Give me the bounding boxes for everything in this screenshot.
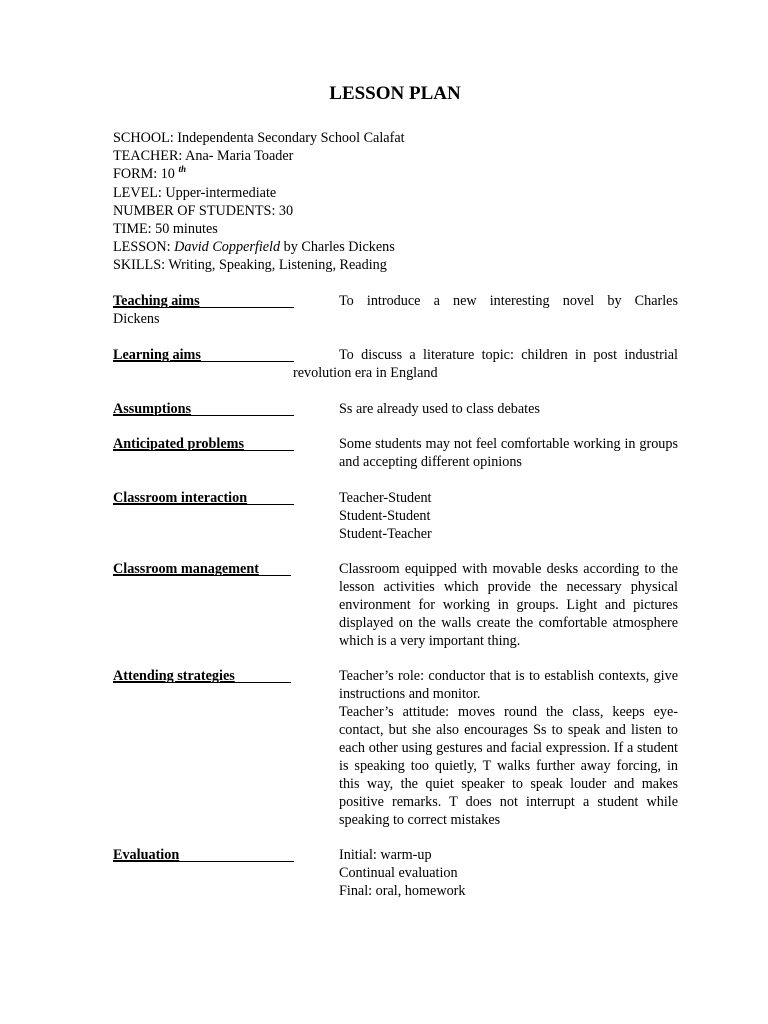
page-title: LESSON PLAN: [329, 83, 461, 104]
teaching-aims-label: Teaching aims: [113, 293, 200, 309]
learning-aims-text: [339, 346, 678, 364]
attending-strategies-underline: [113, 682, 291, 683]
assumptions-text: Ss are already used to class debates: [339, 401, 540, 417]
lesson-line: [113, 238, 683, 256]
anticipated-problems-text: Some students may not feel comfortable working in groups and accepting different opinions: [339, 436, 678, 470]
evaluation-underline: [113, 861, 294, 862]
teaching-aims-text: [113, 292, 678, 328]
teaching-aims-line2: Dickens: [113, 311, 160, 327]
skills-line: SKILLS: Writing, Speaking, Listening, Reading: [113, 257, 387, 274]
lesson-prefix: LESSON:: [113, 239, 175, 256]
anticipated-problems-row: [113, 435, 678, 471]
teaching-aims-line1: To introduce a new interesting novel by Charles: [339, 293, 678, 309]
evaluation-item: Final: oral, homework: [339, 883, 466, 899]
learning-aims-underline: [113, 361, 294, 362]
evaluation-row: [113, 846, 678, 900]
lesson-book-title: David Copperfield: [174, 239, 281, 256]
form-line: [113, 165, 683, 183]
classroom-interaction-underline: [113, 504, 294, 505]
classroom-interaction-row: [113, 489, 678, 543]
teacher-role-paragraph: Teacher’s role: conductor that is to establish contexts, give instructions and monitor.: [339, 668, 678, 702]
learning-aims-label: Learning aims: [113, 347, 201, 363]
evaluation-item: Continual evaluation: [339, 865, 458, 881]
form-ordinal-suffix: th: [178, 164, 186, 175]
interaction-item: Student-Teacher: [339, 526, 432, 542]
learning-aims-row: [113, 346, 678, 382]
teacher-line: TEACHER: Ana- Maria Toader: [113, 148, 294, 165]
attending-strategies-label: Attending strategies: [113, 668, 235, 684]
evaluation-list: [339, 846, 678, 900]
anticipated-problems-underline: [113, 450, 294, 451]
evaluation-label: Evaluation: [113, 847, 180, 863]
teacher-attitude-paragraph: Teacher’s attitude: moves round the class, keeps eye-contact, but she also encourages Ss to speak and listen to each other using gestures and facial expression. If a student is speaking too quietly, T walks further away forcing, in this way, the quiet speaker to speak louder and makes positive remarks. T does not interrupt a student while speaking to correct mistakes: [339, 704, 678, 828]
learning-aims-line2: revolution era in England: [293, 365, 438, 381]
form-value: FORM: 10: [113, 166, 175, 183]
assumptions-row: [113, 400, 678, 418]
classroom-management-text: Classroom equipped with movable desks according to the lesson activities which provide the necessary physical environment for working in groups. Light and pictures displayed on the walls create the comfortable atmosphere which is a very important thing.: [339, 561, 678, 649]
assumptions-underline: [113, 415, 294, 416]
level-line: LEVEL: Upper-intermediate: [113, 184, 277, 201]
assumptions-label: Assumptions: [113, 401, 192, 417]
lesson-details: [113, 129, 683, 275]
classroom-interaction-list: [339, 489, 678, 543]
teaching-aims-row: [113, 292, 678, 328]
classroom-management-underline: [113, 575, 291, 576]
classroom-management-row: [113, 560, 678, 650]
attending-strategies-text: [339, 667, 678, 829]
classroom-interaction-label: Classroom interaction: [113, 490, 248, 506]
attending-strategies-row: [113, 667, 678, 829]
school-line: SCHOOL: Independenta Secondary School Calafat: [113, 130, 405, 146]
evaluation-item: Initial: warm-up: [339, 847, 432, 863]
interaction-item: Teacher-Student: [339, 490, 432, 506]
students-line: NUMBER OF STUDENTS: 30: [113, 202, 294, 219]
anticipated-problems-label: Anticipated problems: [113, 436, 244, 452]
learning-aims-line1: To discuss a literature topic: children in post industrial: [339, 347, 678, 363]
interaction-item: Student-Student: [339, 508, 431, 524]
classroom-management-label: Classroom management: [113, 561, 259, 577]
lesson-author: by Charles Dickens: [280, 239, 395, 256]
teaching-aims-underline: [113, 307, 294, 308]
time-line: TIME: 50 minutes: [113, 220, 218, 237]
